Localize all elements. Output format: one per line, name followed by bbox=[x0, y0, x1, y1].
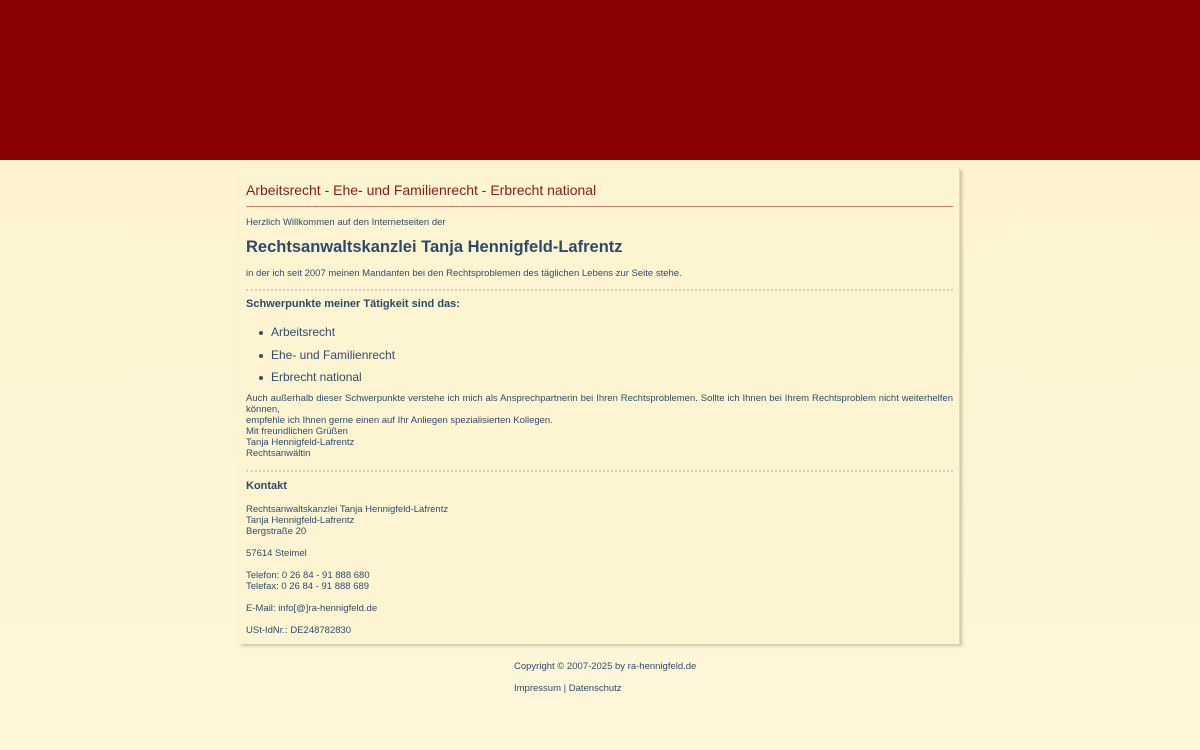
intro-paragraph bbox=[246, 393, 953, 426]
footer-links bbox=[514, 683, 696, 694]
focus-item-familienrecht: Ehe- und Familienrecht bbox=[271, 344, 395, 367]
header-band bbox=[0, 0, 1200, 160]
focus-heading: Schwerpunkte meiner Tätigkeit sind das: bbox=[246, 298, 460, 310]
focus-item-arbeitsrecht: Arbeitsrecht bbox=[271, 321, 395, 344]
divider bbox=[246, 289, 953, 291]
since-text: in der ich seit 2007 meinen Mandanten bei den Rechtsproblemen des täglichen Lebens zur Seite stehe. bbox=[246, 268, 682, 279]
datenschutz-link[interactable]: Datenschutz bbox=[568, 683, 622, 694]
footer bbox=[514, 661, 696, 694]
content-inner bbox=[246, 168, 953, 636]
contact-email: E-Mail: info[@]ra-hennigfeld.de bbox=[246, 603, 378, 614]
divider bbox=[246, 470, 953, 472]
focus-list bbox=[246, 321, 395, 389]
contact-city: 57614 Steimel bbox=[246, 548, 307, 559]
content-box bbox=[239, 168, 960, 644]
contact-street: Bergstraße 20 bbox=[246, 526, 307, 537]
contact-block bbox=[246, 504, 448, 636]
firm-name: Rechtsanwaltskanzlei Tanja Hennigfeld-Lafrentz bbox=[246, 238, 623, 256]
copyright: Copyright © 2007-2025 by ra-hennigfeld.de bbox=[514, 661, 697, 672]
greeting: Mit freundlichen Grüßen bbox=[246, 426, 348, 437]
signature-name: Tanja Hennigfeld-Lafrentz bbox=[246, 437, 355, 448]
welcome-text: Herzlich Willkommen auf den Internetseiten der bbox=[246, 217, 446, 228]
contact-phone: Telefon: 0 26 84 - 91 888 680 bbox=[246, 570, 370, 581]
contact-fax: Telefax: 0 26 84 - 91 888 689 bbox=[246, 581, 370, 592]
paragraph-line-1: Auch außerhalb dieser Schwerpunkte verstehe ich mich als Ansprechpartnerin bei Ihren Rechtsproblemen. Sollte ich Ihnen bei Ihrem Rechtsproblem nicht weiterhelfen können, bbox=[246, 393, 953, 415]
signature-block bbox=[246, 426, 354, 459]
contact-firm: Rechtsanwaltskanzlei Tanja Hennigfeld-Lafrentz bbox=[246, 504, 449, 515]
focus-item-erbrecht: Erbrecht national bbox=[271, 366, 395, 389]
footer-separator: | bbox=[560, 683, 569, 694]
contact-vat: USt-IdNr.: DE248782830 bbox=[246, 625, 352, 636]
signature-title: Rechtsanwältin bbox=[246, 448, 311, 459]
contact-heading: Kontakt bbox=[246, 480, 287, 492]
contact-name: Tanja Hennigfeld-Lafrentz bbox=[246, 515, 355, 526]
impressum-link[interactable]: Impressum bbox=[514, 683, 561, 694]
page-headline: Arbeitsrecht - Ehe- und Familienrecht - Erbrecht national bbox=[246, 168, 953, 207]
paragraph-line-2: empfehle ich Ihnen gerne einen auf Ihr Anliegen spezialisierten Kollegen. bbox=[246, 415, 553, 426]
